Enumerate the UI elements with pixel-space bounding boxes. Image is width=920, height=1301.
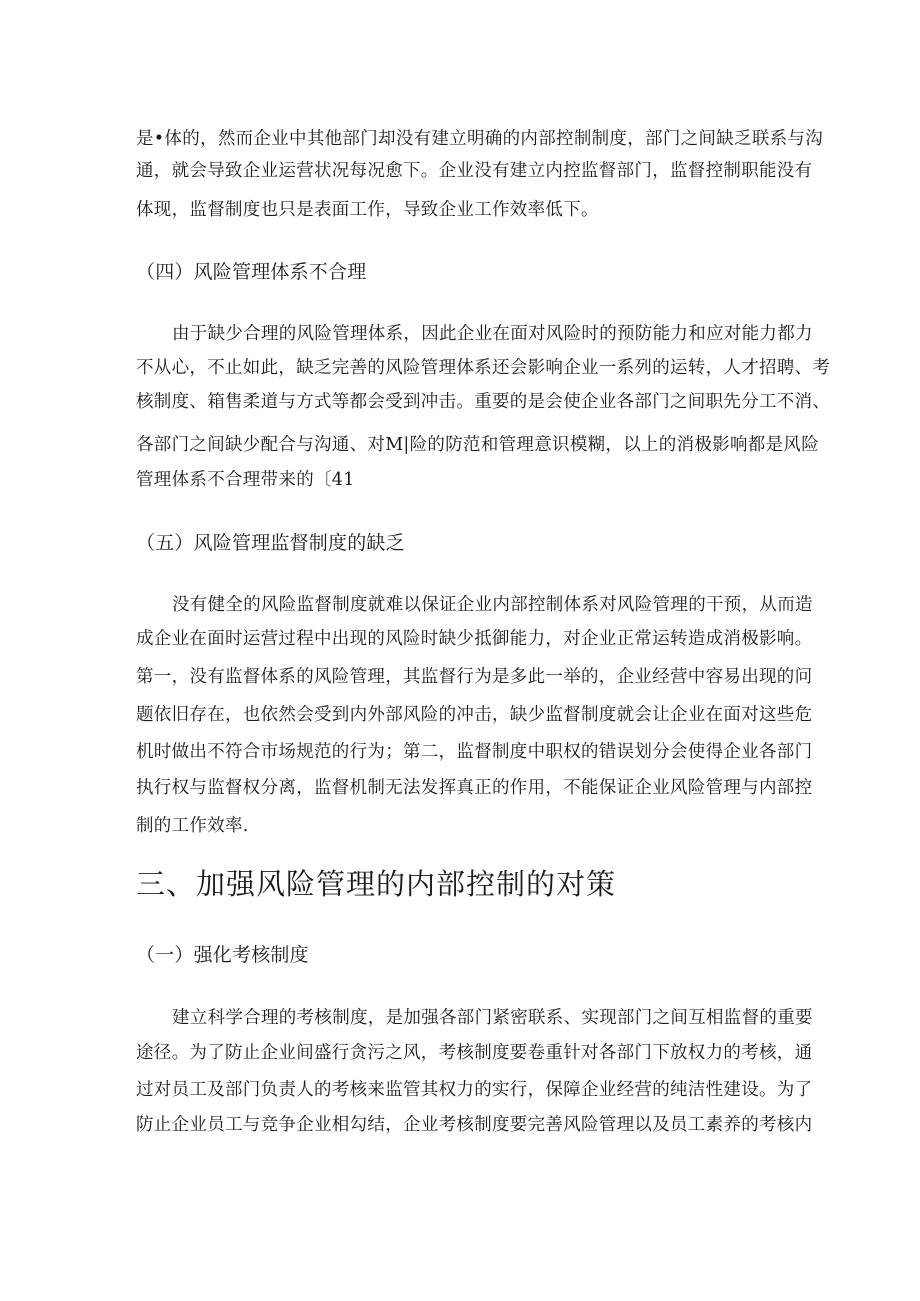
paragraph-line: 途径。为了防止企业间盛行贪污之风，考核制度要卷重针对各部门下放权力的考核，通 [136,1043,813,1063]
section-one-heading: （一）强化考核制度 [136,944,309,966]
paragraph-line: 第一，没有监督体系的风险管理，其监督行为是多此一举的，企业经营中容易出现的问 [136,667,813,687]
paragraph-line: 没有健全的风险监督制度就难以保证企业内部控制体系对风险管理的干预，从而造 [172,595,813,615]
chapter-three-heading: 三、加强风险管理的内部控制的对策 [136,867,617,901]
paragraph-line: 核制度、箱售柔道与方式等都会受到冲击。重要的是会使企业各部门之间职先分工不消、 [136,392,831,412]
paragraph-line: 不从心，不止如此，缺乏完善的风险管理体系还会影响企业一系列的运转，人才招聘、考 [136,358,831,378]
paragraph-line: 成企业在面时运营过程中出现的风险时缺少抵御能力，对企业正常运转造成消极影响。 [136,629,813,649]
paragraph-line: 题依旧存在，也依然会受到内外部风险的冲击，缺少监督制度就会让企业在面对这些危 [136,705,813,725]
paragraph-line: 是•体的，然而企业中其他部门却没有建立明确的内部控制制度，部门之间缺乏联系与沟 [136,129,824,149]
section-five-heading: （五）风险管理监督制度的缺乏 [136,532,405,554]
paragraph-line: 通，就会导致企业运营状况每况愈下。企业没有建立内控监督部门，监督控制职能没有 [136,161,813,181]
paragraph-line: 由于缺少合理的风险管理体系，因此企业在面对风险时的预防能力和应对能力都力 [172,324,813,344]
paragraph-line: 制的工作效率. [136,816,249,836]
paragraph-line: 管理体系不合理带来的〔41 [136,470,355,490]
paragraph-line: 防止企业员工与竞争企业相勾结，企业考核制度要完善风险管理以及员工素养的考核内 [136,1115,813,1135]
paragraph-line: 执行权与监督权分离，监督机制无法发挥真正的作用，不能保证企业风险管理与内部控 [136,778,813,798]
paragraph-line: 体现，监督制度也只是表面工作，导致企业工作效率低下。 [136,200,599,220]
paragraph-line: 过对员工及部门负责人的考核来监管其权力的实行，保障企业经营的纯洁性建设。为了 [136,1080,813,1100]
paragraph-line: 建立科学合理的考核制度，是加强各部门紧密联系、实现部门之间互相监督的重要 [172,1008,813,1028]
paragraph-line: 机时做出不符合市场规范的行为；第二，监督制度中职权的错误划分会使得企业各部门 [136,742,813,762]
section-four-heading: （四）风险管理体系不合理 [136,261,367,283]
paragraph-line: 各部门之间缺少配合与沟通、对M|险的防范和管理意识模糊，以上的消极影响都是风险 [136,435,820,455]
